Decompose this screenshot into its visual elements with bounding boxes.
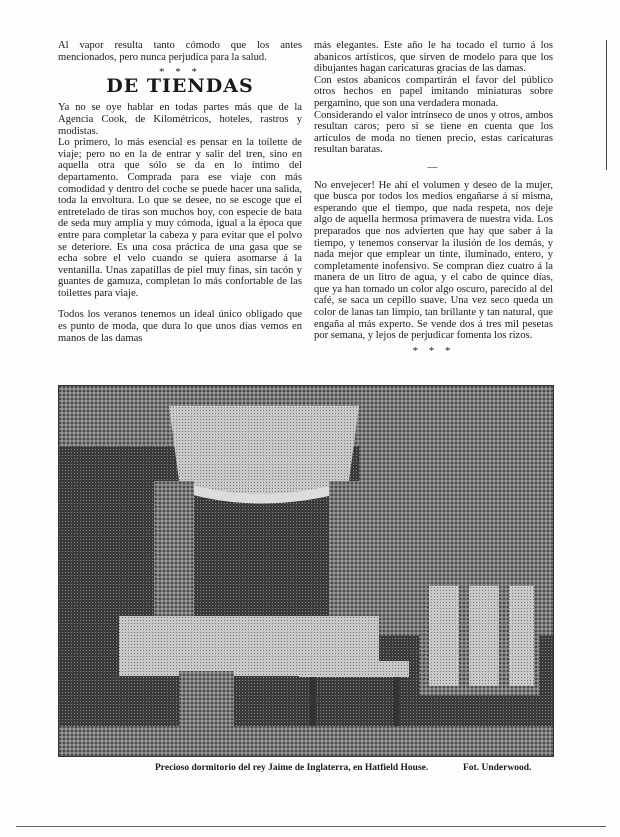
- right-paragraph-3: Considerando el valor intrínseco de unos y otros, ambos resultan caros; pero si se tiene en cuenta que los artículos de moda no tienen precio, estas caricaturas resultan baratas.: [314, 109, 553, 156]
- right-paragraph-4: No envejecer! He ahí el volumen y deseo de la mujer, que busca por todos los medios engañarse á sí misma, esperando que el tiempo, que nada respeta, nos deje algo de aquella hermosa primavera de nuestra vida. Los preparados que nos advierten que hay que saber á la tiempo, y tenemos conservar la ilusión de los demás, y nada mejor que emplear un tinte, iluminado, entero, y completamente inofensivo. Se compran diez cuatro á la manera de un litro de agua, y el cabo de quince días, que ya han tomado un color algo oscuro, parecido al del café, se saca un cepillo suave. Una vez seco queda un color de lanas tan limpio, tan brillante y tan natural, que engaña al más experto. Se vende dos á tres mil pesetas por semana, y lejos de perjudicar fomenta los rizos.: [314, 179, 553, 342]
- paragraph-3: Todos los veranos tenemos un ideal único obligado que es punto de moda, que dura lo que unos días vemos en manos de las damas: [58, 309, 302, 344]
- footer-rule: [16, 826, 606, 827]
- photo-credit: Fot. Underwood.: [463, 763, 532, 773]
- left-column: [58, 40, 302, 344]
- right-paragraph-2: Con estos abanicos compartirán el favor del público otros hechos en papel imitando miniaturas sobre pergamino, que son una verdadera monada.: [314, 74, 553, 109]
- section-stars: * * *: [159, 66, 201, 79]
- photo-image: [59, 386, 553, 756]
- intro-paragraph: Al vapor resulta tanto cómodo que los antes mencionados, pero nunca perjudica para la salud.: [58, 40, 302, 63]
- bedroom-photograph: [58, 385, 554, 757]
- right-column: [314, 40, 553, 359]
- photo-caption: Precioso dormitorio del rey Jaime de Inglaterra, en Hatfield House.: [155, 763, 429, 773]
- separator: —: [427, 161, 440, 173]
- paragraph-2: Lo primero, lo más esencial es pensar en la toilette de viaje; pero no en la de entrar y salir del tren, sino en aquella otra que sólo se da en lo íntimo del departamento. Comprada para ese viaje con más comodidad y dentro del coche se puede hacer una salida, toda la envoltura. Lo que se desee, no se escoge que el entretelado de tiras son muchos hoy, con especie de bata de seda muy amplia y muy cómoda, igual a la época que entre para completar la cabeza y para evitar que el polvo se deteriore. Es una cosa práctica de una gasa que se echa sobre el velo cuando se quiera asomarse á la ventanilla. Unas zapatillas de piel muy finas, sin tacón y guantes de gamuza, completan lo más confortable de las toilettes para viaje.: [58, 137, 302, 299]
- right-margin-rule: [606, 40, 607, 170]
- section-title: DE TIENDAS: [106, 74, 254, 97]
- right-paragraph-1: más elegantes. Este año le ha tocado el turno á los abanicos artísticos, que sirven de modelo para que los dibujantes hagan caricaturas gracias de las damas.: [314, 40, 553, 75]
- paragraph-1: Ya no se oye hablar en todas partes más que de la Agencia Cook, de Kilométricos, hoteles, rastros y modistas.: [58, 102, 302, 137]
- right-stars: * * *: [412, 344, 455, 357]
